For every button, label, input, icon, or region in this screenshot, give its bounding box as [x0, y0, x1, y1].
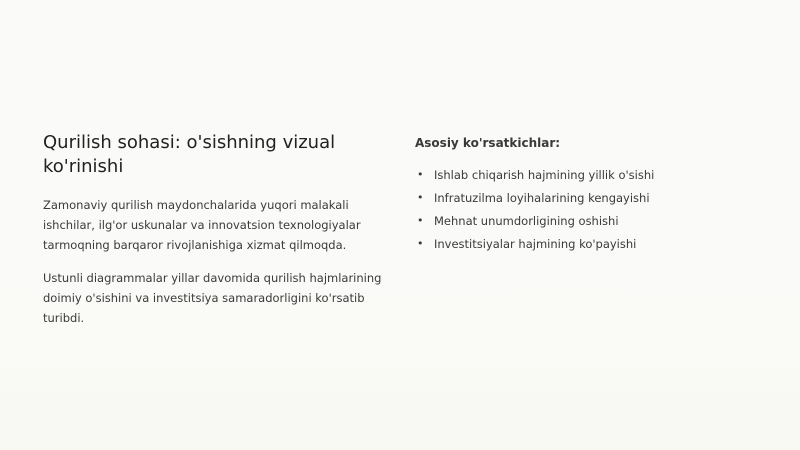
bullet-icon: • — [417, 214, 424, 227]
left-column — [43, 131, 393, 341]
indicators-heading: Asosiy ko'rsatkichlar: — [415, 136, 561, 150]
indicators-list — [415, 166, 755, 253]
list-item — [415, 212, 755, 230]
list-item-label: Ishlab chiqarish hajmining yillik o'sishi — [434, 168, 655, 182]
bullet-icon: • — [417, 191, 424, 204]
list-item-label: Investitsiyalar hajmining ko'payishi — [434, 237, 637, 251]
bullet-icon: • — [417, 168, 424, 181]
list-item — [415, 189, 755, 207]
list-item-label: Infratuzilma loyihalarining kengayishi — [434, 191, 650, 205]
chart-paragraph: Ustunli diagrammalar yillar davomida qurilish hajmlarining doimiy o'sishini va investitsiya samaradorligini ko'rsatib turibdi. — [43, 271, 382, 325]
list-item — [415, 235, 755, 253]
slide-title: Qurilish sohasi: o'sishning vizual ko'rinishi — [43, 132, 336, 177]
list-item — [415, 166, 755, 184]
intro-paragraph: Zamonaviy qurilish maydonchalarida yuqori malakali ishchilar, ilg'or uskunalar va innovatsion texnologiyalar tarmoqning barqaror rivojlanishiga xizmat qilmoqda. — [43, 198, 361, 252]
right-column — [415, 134, 755, 258]
list-item-label: Mehnat unumdorligining oshishi — [434, 214, 619, 228]
bullet-icon: • — [417, 237, 424, 250]
